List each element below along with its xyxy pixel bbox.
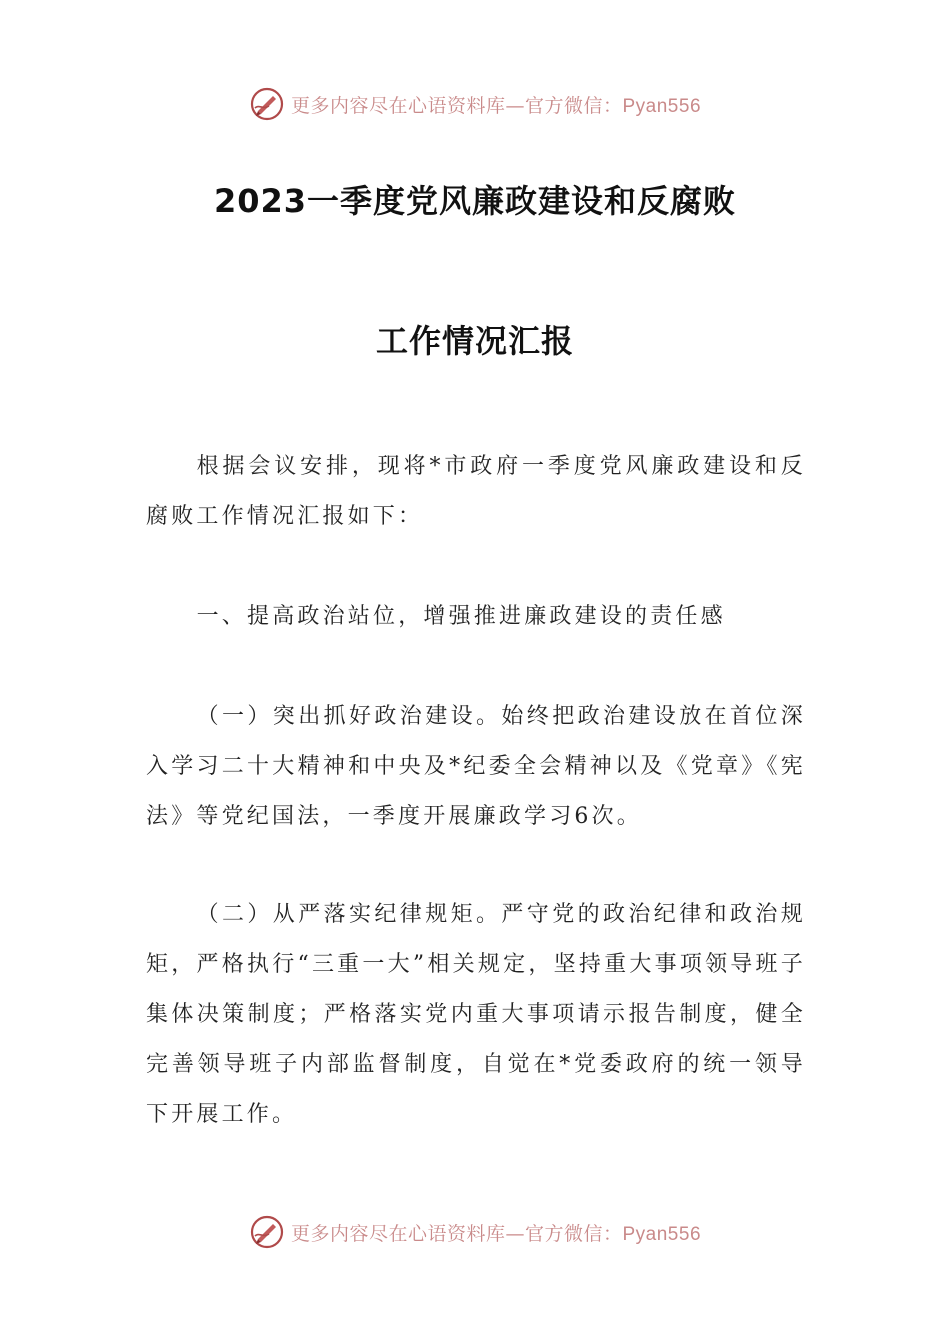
pen-logo-icon (249, 86, 285, 122)
watermark-text: 更多内容尽在心语资料库—官方微信：Pyan556 (290, 94, 702, 117)
watermark-footer (0, 1212, 950, 1252)
watermark-wechat-id: Pyan556 (622, 95, 702, 117)
document-title-line2: 工作情况汇报 (375, 322, 574, 360)
intro-paragraph: 根据会议安排，现将*市政府一季度党风廉政建设和反腐败工作情况汇报如下： (146, 454, 806, 529)
subsection-paragraph-2: （二）从严落实纪律规矩。严守党的政治纪律和政治规矩，严格执行“三重一大”相关规定，坚持重大事项领导班子集体决策制度；严格落实党内重大事项请示报告制度，健全完善领导班子内部监督制度，自觉在*党委政府的统一领导下开展工作。 (146, 902, 806, 1127)
document-title-line1: 2023一季度党风廉政建设和反腐败 (213, 182, 737, 220)
watermark-text: 更多内容尽在心语资料库—官方微信：Pyan556 (290, 1222, 702, 1245)
pen-logo-icon (249, 1214, 285, 1250)
subsection-paragraph-1: （一）突出抓好政治建设。始终把政治建设放在首位深入学习二十大精神和中央及*纪委全会精神以及《党章》《宪法》等党纪国法，一季度开展廉政学习6次。 (146, 704, 806, 829)
watermark-header (0, 84, 950, 124)
section-heading-1: 一、提高政治站位，增强推进廉政建设的责任感 (196, 604, 726, 629)
watermark-wechat-id: Pyan556 (622, 1223, 702, 1245)
